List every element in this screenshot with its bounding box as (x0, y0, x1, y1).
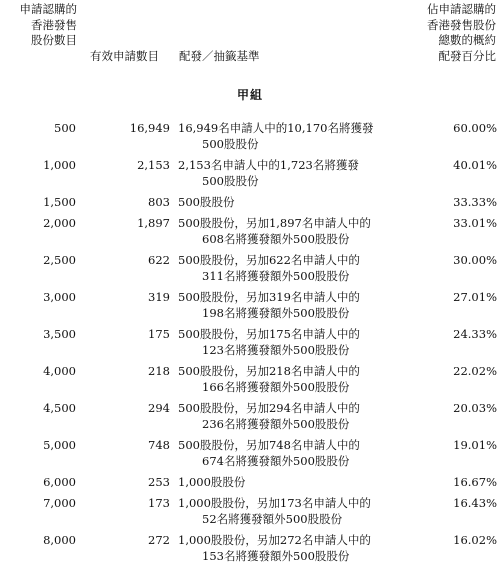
allotment-percentage-cell: 60.00% (453, 121, 497, 135)
valid-applications-cell: 1,897 (137, 216, 170, 230)
header-allotment-percentage (378, 2, 496, 64)
allotment-percentage-cell: 16.67% (453, 475, 497, 489)
allotment-percentage-cell: 24.33% (453, 327, 497, 341)
table-row (0, 400, 500, 432)
header-line: 香港發售股份 (427, 17, 496, 32)
allotment-percentage-cell: 20.03% (453, 401, 497, 415)
basis-line: 500股股份，另加218名申請人中的 (178, 364, 360, 378)
basis-line: 1,000股股份，另加173名申請人中的 (178, 496, 371, 510)
shares-applied-cell: 1,500 (43, 195, 76, 209)
allotment-basis-cell (178, 495, 383, 527)
header-line: 佔申請認購的 (427, 2, 496, 16)
basis-line: 153名將獲發額外500股股份 (202, 549, 350, 563)
shares-applied-cell: 4,500 (43, 401, 76, 415)
shares-applied-cell: 3,500 (43, 327, 76, 341)
table-row (0, 437, 500, 469)
table-row (0, 215, 500, 247)
valid-applications-cell: 218 (148, 364, 170, 378)
basis-line: 500股股份，另加1,897名申請人中的 (178, 216, 371, 230)
allotment-basis-cell (178, 326, 383, 358)
allotment-percentage-cell: 33.33% (453, 195, 497, 209)
basis-line: 1,000股股份 (178, 475, 246, 489)
shares-applied-cell: 500 (54, 121, 76, 135)
valid-applications-cell: 319 (148, 290, 170, 304)
basis-line: 123名將獲發額外500股股份 (202, 343, 350, 357)
basis-line: 236名將獲發額外500股股份 (202, 417, 350, 431)
basis-line: 500股股份，另加175名申請人中的 (178, 327, 360, 341)
valid-applications-cell: 748 (148, 438, 170, 452)
allotment-basis-cell (178, 252, 383, 284)
allotment-basis-cell (178, 400, 383, 432)
valid-applications-cell: 272 (148, 533, 170, 547)
allotment-basis-cell (178, 215, 383, 247)
basis-line: 500股股份，另加319名申請人中的 (178, 290, 360, 304)
basis-line: 674名將獲發額外500股股份 (202, 454, 350, 468)
allotment-percentage-cell: 19.01% (453, 438, 497, 452)
group-label: 甲組 (236, 88, 263, 102)
shares-applied-cell: 1,000 (43, 158, 76, 172)
basis-line: 166名將獲發額外500股股份 (202, 380, 350, 394)
allotment-basis-cell (178, 363, 383, 395)
basis-line: 16,949名申請人中的10,170名將獲發 (178, 121, 374, 135)
valid-applications-cell: 294 (148, 401, 170, 415)
allotment-percentage-cell: 16.43% (453, 496, 497, 510)
allotment-percentage-cell: 16.02% (453, 533, 497, 547)
table-row (0, 120, 500, 152)
valid-applications-cell: 253 (148, 475, 170, 489)
table-row (0, 474, 500, 490)
header-shares-applied (5, 2, 77, 49)
shares-applied-cell: 4,000 (43, 364, 76, 378)
shares-applied-cell: 5,000 (43, 438, 76, 452)
shares-applied-cell: 7,000 (43, 496, 76, 510)
header-line: 香港發售 (31, 17, 77, 32)
allotment-percentage-cell: 27.01% (453, 290, 497, 304)
basis-line: 500股股份，另加294名申請人中的 (178, 401, 360, 415)
shares-applied-cell: 6,000 (43, 475, 76, 489)
table-row (0, 157, 500, 189)
table-row (0, 289, 500, 321)
shares-applied-cell: 8,000 (43, 533, 76, 547)
basis-line: 500股股份，另加622名申請人中的 (178, 253, 360, 267)
allotment-percentage-cell: 22.02% (453, 364, 497, 378)
table-row (0, 194, 500, 210)
allotment-basis-cell (178, 289, 383, 321)
header-valid-applications: 有效申請數目 (90, 49, 159, 63)
table-row (0, 495, 500, 527)
shares-applied-cell: 3,000 (43, 290, 76, 304)
basis-line: 52名將獲發額外500股股份 (202, 512, 343, 526)
allotment-basis-cell (178, 532, 383, 564)
basis-line: 2,153名申請人中的1,723名將獲發 (178, 158, 359, 172)
valid-applications-cell: 175 (148, 327, 170, 341)
allotment-percentage-cell: 40.01% (453, 158, 497, 172)
header-line: 配發百分比 (438, 48, 496, 63)
table-row (0, 363, 500, 395)
valid-applications-cell: 622 (148, 253, 170, 267)
table-row (0, 532, 500, 564)
basis-line: 608名將獲發額外500股股份 (202, 232, 350, 246)
header-line: 股份數目 (31, 33, 77, 47)
header-line: 申請認購的 (19, 2, 77, 16)
valid-applications-cell: 2,153 (137, 158, 170, 172)
table-row (0, 252, 500, 284)
basis-line: 1,000股股份，另加272名申請人中的 (178, 533, 371, 547)
basis-line: 500股股份 (202, 174, 259, 188)
allotment-basis-cell (178, 437, 383, 469)
allotment-basis-cell (178, 194, 383, 210)
valid-applications-cell: 16,949 (129, 121, 170, 135)
valid-applications-cell: 173 (148, 496, 170, 510)
header-line: 總數的概約 (438, 33, 496, 47)
header-allotment-basis: 配發／抽籤基準 (179, 49, 260, 63)
allotment-basis-cell (178, 474, 383, 490)
allotment-basis-cell (178, 120, 383, 152)
basis-line: 500股股份 (202, 137, 259, 151)
allotment-basis-cell (178, 157, 383, 189)
shares-applied-cell: 2,000 (43, 216, 76, 230)
allotment-table (0, 120, 500, 569)
valid-applications-cell: 803 (148, 195, 170, 209)
basis-line: 198名將獲發額外500股股份 (202, 306, 350, 320)
basis-line: 500股股份，另加748名申請人中的 (178, 438, 360, 452)
allotment-percentage-cell: 33.01% (453, 216, 497, 230)
basis-line: 311名將獲發額外500股股份 (202, 269, 350, 283)
basis-line: 500股股份 (178, 195, 235, 209)
table-row (0, 326, 500, 358)
allotment-percentage-cell: 30.00% (453, 253, 497, 267)
shares-applied-cell: 2,500 (43, 253, 76, 267)
